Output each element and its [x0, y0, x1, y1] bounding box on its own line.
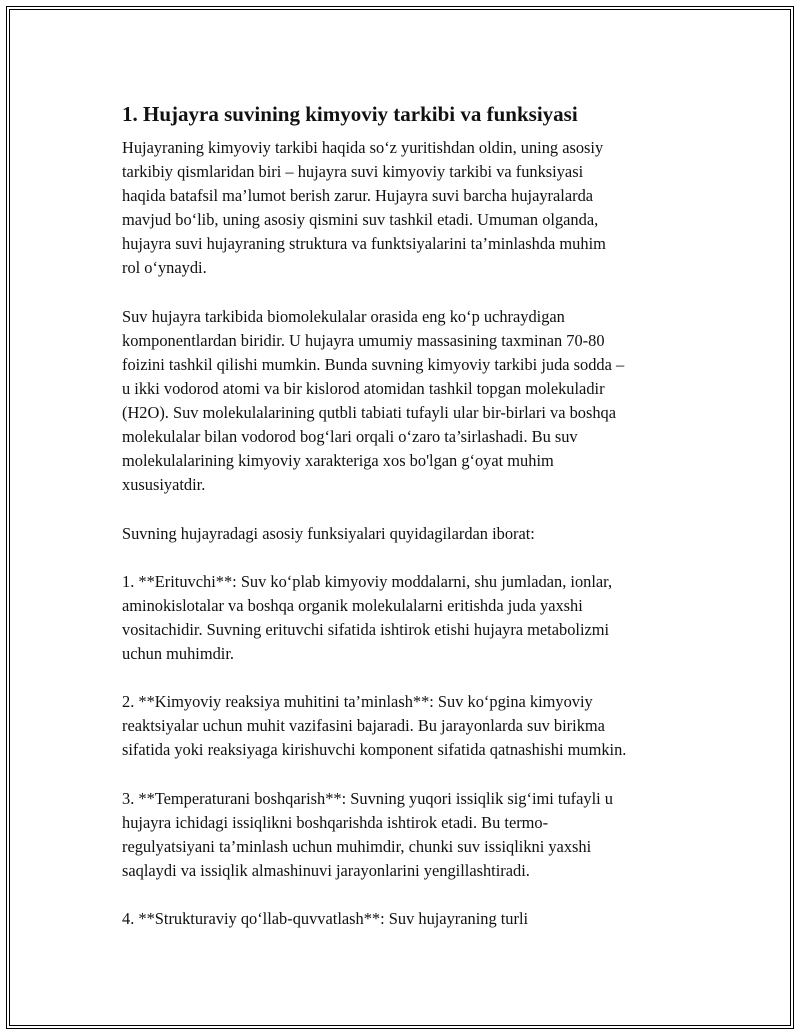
section-heading: 1. Hujayra suvining kimyoviy tarkibi va funksiyasi [122, 102, 578, 126]
text-line: Suv hujayra tarkibida biomolekulalar orasida eng ko‘p uchraydigan [122, 306, 565, 326]
text-line: hujayra ichidagi issiqlikni boshqarishda ishtirok etadi. Bu termo- [122, 812, 549, 832]
text-line: (H2O). Suv molekulalarining qutbli tabiati tufayli ular bir-birlari va boshqa [122, 403, 617, 423]
document-body [122, 100, 702, 955]
text-line: regulyatsiyani ta’minlash uchun muhimdir, chunki suv issiqlikni yaxshi [122, 836, 592, 856]
text-line: Hujayraning kimyoviy tarkibi haqida so‘z yuritishdan oldin, uning asosiy [122, 138, 604, 157]
text-line: 4. **Strukturaviy qo‘llab-quvvatlash**: Suv hujayraning turli [122, 909, 529, 928]
text-line: komponentlardan biridir. U hujayra umumiy massasining taxminan 70-80 [122, 330, 605, 350]
paragraph-functions-intro [122, 522, 702, 546]
list-item-solvent [122, 570, 702, 666]
page-frame [6, 6, 794, 1029]
text-line: foizini tashkil qilishi mumkin. Bunda suvning kimyoviy tarkibi juda sodda – [122, 354, 625, 374]
text-line: mavjud bo‘lib, uning asosiy qismini suv tashkil etadi. Umuman olganda, [122, 210, 599, 230]
text-line: uchun muhimdir. [122, 643, 234, 663]
text-line: molekulalar bilan vodorod bog‘lari orqali o‘zaro ta’sirlashadi. Bu suv [122, 427, 578, 447]
text-line: rol o‘ynaydi. [122, 258, 207, 278]
list-item-structural-support [122, 907, 702, 931]
text-line: vositachidir. Suvning erituvchi sifatida ishtirok etishi hujayra metabolizmi [122, 619, 610, 639]
text-line: saqlaydi va issiqlik almashinuvi jarayonlarini yengillashtiradi. [122, 860, 530, 880]
paragraph-intro [122, 136, 702, 281]
text-line: haqida batafsil ma’lumot berish zarur. Hujayra suvi barcha hujayralarda [122, 186, 594, 206]
text-line: 3. **Temperaturani boshqarish**: Suvning yuqori issiqlik sig‘imi tufayli u [122, 788, 613, 808]
text-line: reaktsiyalar uchun muhit vazifasini bajaradi. Bu jarayonlarda suv birikma [122, 716, 605, 736]
list-item-temperature [122, 787, 702, 883]
paragraph-water-composition [122, 305, 702, 498]
text-line: Suvning hujayradagi asosiy funksiyalari quyidagilardan iborat: [122, 523, 535, 543]
text-line: tarkibiy qismlaridan biri – hujayra suvi kimyoviy tarkibi va funksiyasi [122, 162, 584, 182]
text-line: xususiyatdir. [122, 475, 206, 495]
text-line: 2. **Kimyoviy reaksiya muhitini ta’minlash**: Suv ko‘pgina kimyoviy [122, 692, 593, 712]
text-line: 1. **Erituvchi**: Suv ko‘plab kimyoviy moddalarni, shu jumladan, ionlar, [122, 571, 613, 591]
text-line: hujayra suvi hujayraning struktura va funktsiyalarini ta’minlashda muhim [122, 234, 606, 254]
text-line: molekulalarining kimyoviy xarakteriga xos bo'lgan g‘oyat muhim [122, 451, 554, 471]
text-line: sifatida yoki reaksiyaga kirishuvchi komponent sifatida qatnashishi mumkin. [122, 740, 627, 760]
text-line: aminokislotalar va boshqa organik molekulalarni eritishda juda yaxshi [122, 595, 583, 615]
text-line: u ikki vodorod atomi va bir kislorod atomidan tashkil topgan molekuladir [122, 378, 605, 398]
list-item-reaction-medium [122, 690, 702, 762]
